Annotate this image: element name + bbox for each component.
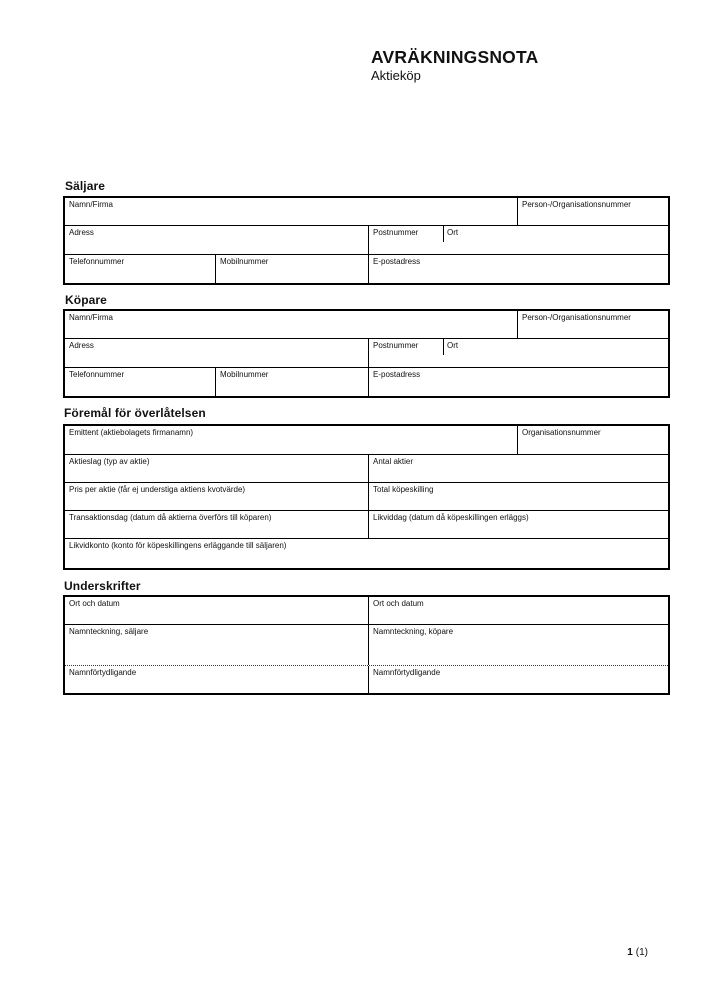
field-label: Likvidkonto (konto för köpeskillingens erläggande till säljaren) bbox=[69, 541, 287, 550]
field-label: Ort och datum bbox=[69, 599, 120, 608]
foremal-transaktionsdag-field bbox=[65, 511, 368, 538]
saljare-table bbox=[63, 196, 670, 285]
page-number bbox=[63, 947, 648, 958]
foremal-likvidkonto-field bbox=[65, 539, 668, 568]
field-label: Telefonnummer bbox=[69, 257, 125, 266]
underskrifter-namnfortydligande-saljare-field bbox=[65, 666, 368, 693]
document-title: AVRÄKNINGSNOTA bbox=[371, 47, 539, 67]
kopare-ort-field bbox=[443, 339, 668, 367]
foremal-aktieslag-field bbox=[65, 455, 368, 482]
field-label: Namn/Firma bbox=[69, 200, 114, 209]
field-label: Ort bbox=[447, 228, 459, 237]
field-label: Person-/Organisationsnummer bbox=[522, 313, 631, 322]
table-row bbox=[65, 510, 668, 538]
kopare-adress-field bbox=[65, 339, 368, 367]
kopare-person-orgnr-field bbox=[517, 311, 668, 338]
section-heading-foremal: Föremål för överlåtelsen bbox=[64, 406, 206, 420]
page-number-current: 1 bbox=[627, 947, 633, 958]
foremal-likviddag-field bbox=[368, 511, 668, 538]
table-row bbox=[65, 225, 668, 254]
kopare-mobilnummer-field bbox=[215, 368, 368, 396]
kopare-epostadress-field bbox=[368, 368, 668, 396]
field-label: Namnförtydligande bbox=[69, 668, 137, 677]
field-label: Mobilnummer bbox=[220, 370, 269, 379]
saljare-epostadress-field bbox=[368, 255, 668, 283]
field-label: Namnteckning, köpare bbox=[373, 627, 454, 636]
foremal-table bbox=[63, 424, 670, 570]
kopare-postnummer-field bbox=[368, 339, 443, 367]
kopare-telefonnummer-field bbox=[65, 368, 215, 396]
page-number-total: (1) bbox=[635, 947, 648, 958]
table-row bbox=[65, 254, 668, 283]
cell-divider-tick bbox=[443, 339, 444, 355]
table-row bbox=[65, 311, 668, 338]
table-row bbox=[65, 482, 668, 510]
foremal-total-kopeskilling-field bbox=[368, 483, 668, 510]
field-label: Namnförtydligande bbox=[373, 668, 441, 677]
table-row bbox=[65, 426, 668, 454]
field-label: Likviddag (datum då köpeskillingen erläggs) bbox=[373, 513, 529, 522]
field-label: Aktieslag (typ av aktie) bbox=[69, 457, 150, 466]
field-label: Antal aktier bbox=[373, 457, 414, 466]
underskrifter-ort-datum-saljare-field bbox=[65, 597, 368, 624]
foremal-orgnr-field bbox=[517, 426, 668, 454]
field-label: Ort och datum bbox=[373, 599, 424, 608]
table-row bbox=[65, 198, 668, 225]
field-label: Organisationsnummer bbox=[522, 428, 601, 437]
table-row bbox=[65, 624, 668, 665]
field-label: E-postadress bbox=[373, 370, 421, 379]
field-label: Namn/Firma bbox=[69, 313, 114, 322]
field-label: Adress bbox=[69, 341, 94, 350]
kopare-namn-firma-field bbox=[65, 311, 517, 338]
section-heading-kopare: Köpare bbox=[65, 293, 107, 307]
section-heading-underskrifter: Underskrifter bbox=[64, 579, 141, 593]
underskrifter-namnteckning-saljare-field bbox=[65, 625, 368, 665]
field-label: Namnteckning, säljare bbox=[69, 627, 149, 636]
field-label: Transaktionsdag (datum då aktierna överförs till köparen) bbox=[69, 513, 272, 522]
table-row-signature-clarification bbox=[65, 665, 668, 693]
foremal-antal-aktier-field bbox=[368, 455, 668, 482]
saljare-person-orgnr-field bbox=[517, 198, 668, 225]
field-label: Postnummer bbox=[373, 341, 419, 350]
field-label: E-postadress bbox=[373, 257, 421, 266]
field-label: Postnummer bbox=[373, 228, 419, 237]
table-row bbox=[65, 454, 668, 482]
underskrifter-namnfortydligande-kopare-field bbox=[368, 666, 668, 693]
saljare-ort-field bbox=[443, 226, 668, 254]
saljare-postnummer-field bbox=[368, 226, 443, 254]
table-row bbox=[65, 538, 668, 568]
field-label: Pris per aktie (får ej understiga aktiens kvotvärde) bbox=[69, 485, 246, 494]
saljare-mobilnummer-field bbox=[215, 255, 368, 283]
section-heading-saljare: Säljare bbox=[65, 179, 106, 193]
field-label: Adress bbox=[69, 228, 94, 237]
field-label: Emittent (aktiebolagets firmanamn) bbox=[69, 428, 194, 437]
foremal-pris-per-aktie-field bbox=[65, 483, 368, 510]
table-row bbox=[65, 367, 668, 396]
saljare-adress-field bbox=[65, 226, 368, 254]
field-label: Total köpeskilling bbox=[373, 485, 434, 494]
field-label: Ort bbox=[447, 341, 459, 350]
kopare-table bbox=[63, 309, 670, 398]
field-label: Telefonnummer bbox=[69, 370, 125, 379]
foremal-emittent-field bbox=[65, 426, 517, 454]
field-label: Person-/Organisationsnummer bbox=[522, 200, 631, 209]
table-row bbox=[65, 338, 668, 367]
underskrifter-namnteckning-kopare-field bbox=[368, 625, 668, 665]
underskrifter-ort-datum-kopare-field bbox=[368, 597, 668, 624]
document-subtitle: Aktieköp bbox=[371, 68, 421, 83]
saljare-telefonnummer-field bbox=[65, 255, 215, 283]
table-row bbox=[65, 597, 668, 624]
saljare-namn-firma-field bbox=[65, 198, 517, 225]
field-label: Mobilnummer bbox=[220, 257, 269, 266]
cell-divider-tick bbox=[443, 226, 444, 242]
underskrifter-table bbox=[63, 595, 670, 695]
